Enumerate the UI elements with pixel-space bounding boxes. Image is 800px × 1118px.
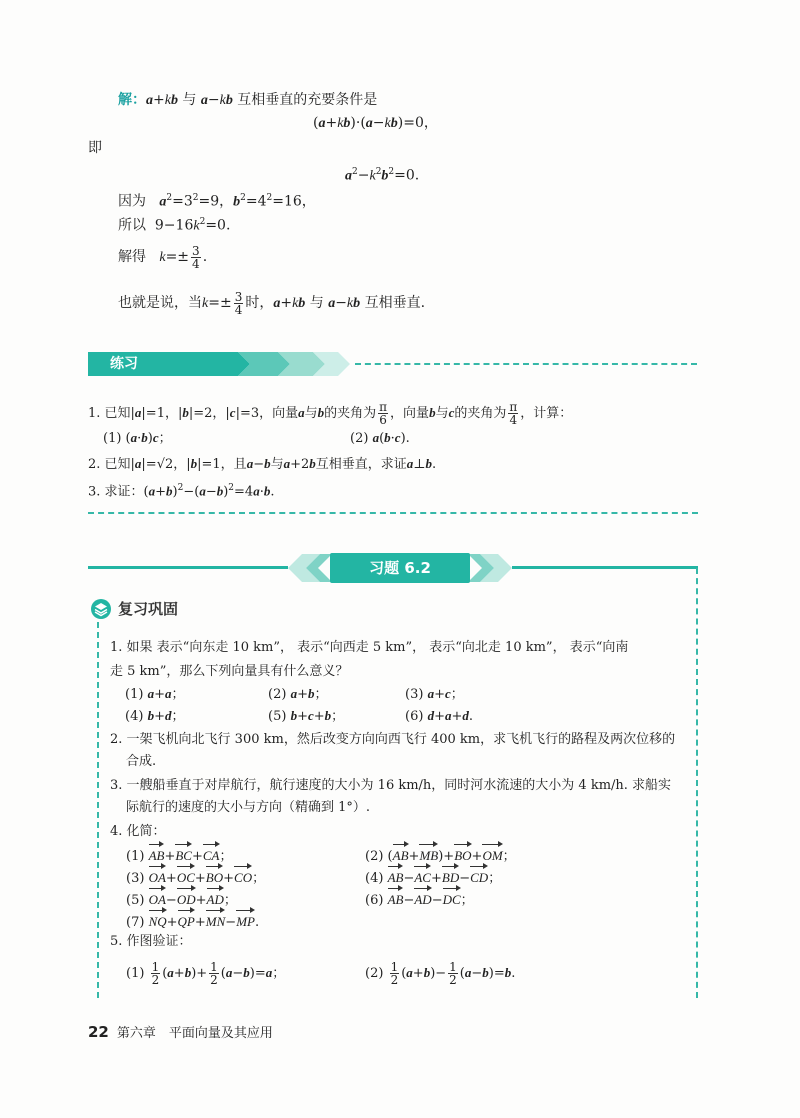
solve-line: 解得 k=± $\frac{3}{4}$ .	[118, 243, 208, 271]
layers-icon	[90, 598, 112, 620]
exercise-1-line-2: 走 5 km”，那么下列向量具有什么意义？	[110, 664, 349, 679]
exercise-4-opt-6: (6) AB−AD−DC；	[365, 886, 474, 911]
exercise-2-line-2: 合成.	[126, 754, 157, 769]
exercise-5-opt-1: (1) $\frac{1}{2}$ (a+b)+ $\frac{1}{2}$ (a−b)=a；	[126, 960, 286, 987]
practice-bottom-divider	[88, 512, 698, 514]
page-footer	[88, 1022, 273, 1041]
exercise-5-title: 5. 作图验证：	[110, 934, 192, 949]
chapter-title: 第六章 平面向量及其应用	[116, 1026, 273, 1041]
exercise-1-opt-3: (3) a+c；	[405, 686, 464, 702]
exercise-1-line-1: 1. 如果 表示“向东走 10 km”， 表示“向西走 5 km”， 表示“向北走 10 km”， 表示“向南	[110, 640, 629, 655]
practice-q1-part1: (1) (a·b)c；	[103, 430, 172, 446]
because-line: 因为 $a^2=3^2=9$，$b^2=4^2=16$，	[118, 193, 316, 210]
exercise-5-opt-2: (2) $\frac{1}{2}$ (a+b)− $\frac{1}{2}$ (a−b)=b.	[365, 960, 516, 987]
practice-title: 练习	[110, 356, 138, 372]
so-line: 所以 $9-16k^2=0$.	[118, 217, 231, 234]
exercise-4-opt-2: (2) (AB+MB)+BO+OM；	[365, 842, 516, 867]
exercise-1-opt-2: (2) a+b；	[268, 686, 328, 702]
solution-line-1: 解：a+kb 与 a−kb 互相垂直的充要条件是	[118, 92, 378, 108]
exercise-3-line-2: 际航行的速度的大小与方向（精确到 1°）.	[126, 800, 371, 815]
equation-2: $a^2-k^2b^2=0$.	[345, 167, 420, 184]
practice-top-divider	[355, 363, 697, 365]
exercise-1-opt-5: (5) b+c+b；	[268, 708, 345, 724]
exercise-4-opt-1: (1) AB+BC+CA；	[126, 842, 233, 867]
exercise-4-opt-3: (3) OA+OC+BO+CO；	[126, 864, 265, 889]
exercise-border-left	[97, 622, 99, 998]
exercise-3-line-1: 3. 一艘船垂直于对岸航行，航行速度的大小为 16 km/h，同时河水流速的大小为 4 km/h. 求船实	[110, 778, 672, 793]
practice-q1: 1. 已知|a|=1，|b|=2，|c|=3，向量a与b的夹角为 $\frac{\pi}{6}$ ，向量b与c的夹角为 $\frac{\pi}{4}$ ，计算：	[88, 400, 573, 427]
exercise-rule-left	[88, 566, 288, 569]
practice-q3: 3. 求证：$(a+b)^2-(a-b)^2=4a\cdot b$.	[88, 483, 275, 500]
exercise-1-opt-6: (6) d+a+d.	[405, 708, 474, 724]
exercise-1-opt-4: (4) b+d；	[125, 708, 185, 724]
exercise-rule-right	[512, 566, 698, 569]
exercise-4-opt-5: (5) OA−OD+AD；	[126, 886, 237, 911]
practice-q2: 2. 已知|a|=√2，|b|=1，且a−b与a+2b互相垂直，求证a⊥b.	[88, 456, 437, 472]
exercise-border-right	[696, 568, 698, 998]
exercise-4-title: 4. 化简：	[110, 824, 166, 839]
ji-label: 即	[88, 140, 102, 156]
exercise-title: 习题 6.2	[330, 553, 470, 583]
exercise-4-opt-4: (4) AB−AC+BD−CD；	[365, 864, 501, 889]
exercise-subtitle: 复习巩固	[118, 600, 179, 618]
equation-1: (a+kb)·(a−kb)=0，	[313, 115, 438, 131]
solution-label: 解：	[118, 92, 146, 108]
exercise-1-opt-1: (1) a+a；	[125, 686, 185, 702]
exercise-4-opt-7: (7) NQ+QP+MN−MP.	[126, 908, 259, 933]
conclusion-line: 也就是说，当k=± $\frac{3}{4}$ 时，a+kb 与 a−kb 互相垂直.	[118, 289, 426, 317]
exercise-2-line-1: 2. 一架飞机向北飞行 300 km，然后改变方向向西飞行 400 km，求飞机飞行的路程及两次位移的	[110, 732, 676, 747]
practice-q1-part2: (2) a(b·c).	[350, 430, 410, 446]
page-number: 22	[88, 1023, 109, 1041]
